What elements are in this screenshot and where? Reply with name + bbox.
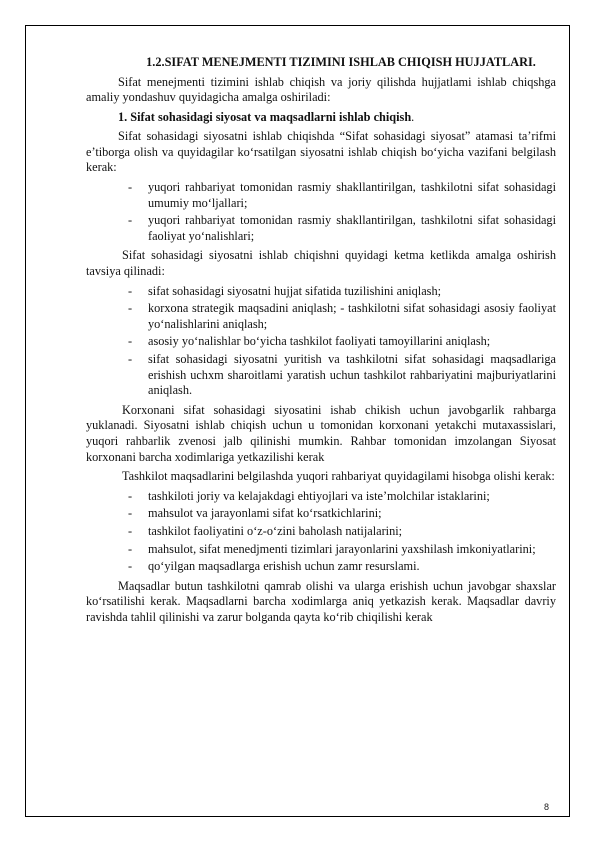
list-item: - tashkiloti joriy va kelajakdagi ehtiyojlari va iste’molchilar istaklarini; (148, 489, 556, 505)
list-2 (86, 284, 556, 399)
subheading-1 (86, 110, 556, 126)
paragraph-2: Sifat sohasidagi siyosatni ishlab chiqishni quyidagi ketma ketlikda amalga oshirish tavsiya qilinadi: (86, 248, 556, 279)
list-item: - asosiy yo‘nalishlar bo‘yicha tashkilot faoliyati tamoyillarini aniqlash; (148, 334, 556, 350)
list-1 (86, 180, 556, 244)
list-item: - mahsulot va jarayonlami sifat ko‘rsatkichlarini; (148, 506, 556, 522)
intro-paragraph: Sifat menejmenti tizimini ishlab chiqish va joriy qilishda hujjatlami ishlab chiqshga amaliy yondashuv quyidagicha amalga oshiriladi: (86, 74, 556, 105)
list-item: - yuqori rahbariyat tomonidan rasmiy shakllantirilgan, tashkilotni sifat sohasidagi faoliyat yo‘nalishlari; (148, 213, 556, 244)
document-body (86, 55, 556, 630)
subheading-1-text: 1. Sifat sohasidagi siyosat va maqsadlarni ishlab chiqish (118, 109, 412, 124)
subheading-1-dot: . (411, 109, 415, 124)
paragraph-5: Maqsadlar butun tashkilotni qamrab olishi va ularga erishish uchun javobgar shaxslar ko‘rsatilishi kerak. Maqsadlarni barcha xodimlarga aniq yetkazish kerak. Maqsadlar davriy ravishda tahlil qilinishi va zarur bolganda qayta ko‘rib chiqilishi kerak (86, 578, 556, 624)
list-item: - yuqori rahbariyat tomonidan rasmiy shakllantirilgan, tashkilotni sifat sohasidagi umumiy mo‘ljallari; (148, 180, 556, 211)
list-item: - tashkilot faoliyatini o‘z-o‘zini baholash natijalarini; (148, 524, 556, 540)
list-3 (86, 489, 556, 575)
section-title: 1.2.SIFAT MENEJMENTI TIZIMINI ISHLAB CHIQISH HUJJATLARI. (146, 55, 536, 69)
list-item: - qo‘yilgan maqsadlarga erishish uchun zamr resurslami. (148, 559, 556, 575)
page-number: 8 (544, 802, 550, 812)
paragraph-1: Sifat sohasidagi siyosatni ishlab chiqishda “Sifat sohasidagi siyosat” atamasi ta’rifmi e’tiborga olish va quyidagilar ko‘rsatilgan siyosatni ishlab chiqish bo‘yicha vazifani belgilash kerak: (86, 129, 556, 175)
list-item: - korxona strategik maqsadini aniqlash; - tashkilotni sifat sohasidagi asosiy faoliyat yo‘nalishlarini aniqlash; (148, 301, 556, 332)
paragraph-3: Korxonani sifat sohasidagi siyosatini ishab chikish uchun javobgarlik rahbarga yuklanadi. Siyosatni ishlab chiqish uchun u tomonidan korxonani yetakchi mutaxassislari, yuqori rahbarlik zvenosi jalb qilinishi mumkin. Rahbar tomonidan imzolangan Siyosat korxonani barcha xodimlariga yetkazilishi kerak (86, 402, 556, 464)
list-item: - sifat sohasidagi siyosatni hujjat sifatida tuzilishini aniqlash; (148, 284, 556, 300)
list-item: - sifat sohasidagi siyosatni yuritish va tashkilotni sifat sohasidagi maqsadlariga erishish uchxm sharoitlami yaratish uchun tashkilot rahbariyatini majburiyatlarini aniqlash. (148, 352, 556, 399)
list-item: - mahsulot, sifat menedjmenti tizimlari jarayonlarini yaxshilash imkoniyatlarini; (148, 542, 556, 558)
paragraph-4: Tashkilot maqsadlarini belgilashda yuqori rahbariyat quyidagilami hisobga olishi kerak: (122, 469, 555, 484)
